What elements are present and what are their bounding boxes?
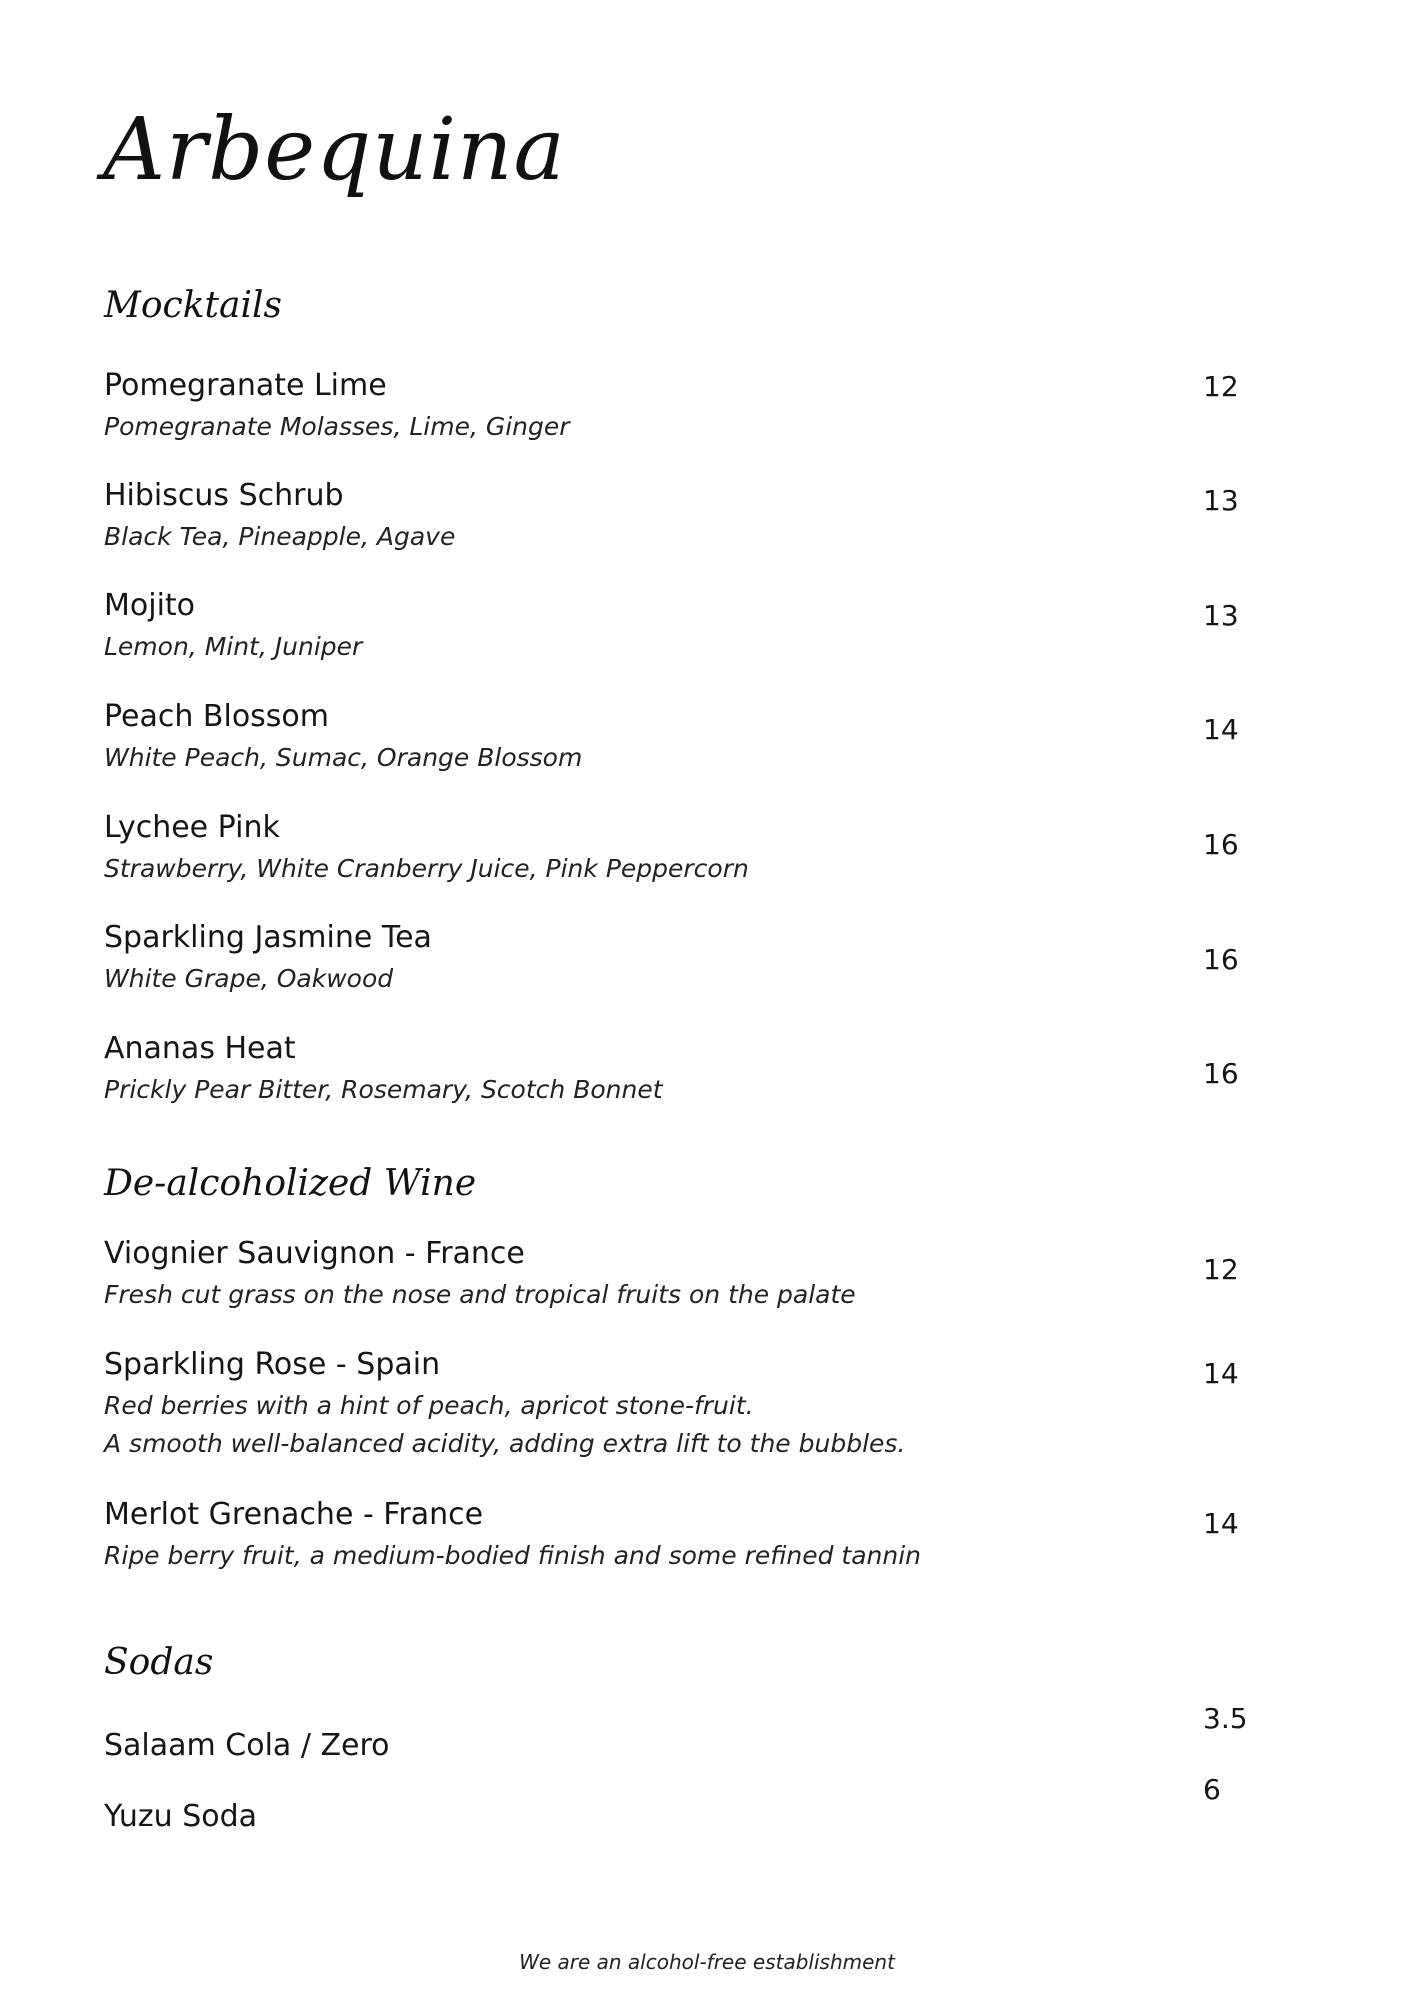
item-price: 14: [1203, 1507, 1239, 1540]
menu-item: [104, 1497, 1254, 1575]
item-price: 6: [1203, 1773, 1221, 1806]
item-description: A smooth well-balanced acidity, adding extra lift to the bubbles.: [104, 1429, 906, 1458]
menu-item: [104, 810, 1254, 888]
menu-item: [104, 588, 1254, 666]
item-price: 13: [1203, 599, 1239, 632]
item-description: Strawberry, White Cranberry Juice, Pink Peppercorn: [104, 854, 749, 883]
item-price: 13: [1203, 484, 1239, 517]
item-price: 16: [1203, 943, 1239, 976]
item-description: White Grape, Oakwood: [104, 964, 394, 993]
item-description: Red berries with a hint of peach, apricot stone-fruit.: [104, 1391, 754, 1420]
item-description: Ripe berry fruit, a medium-bodied finish and some refined tannin: [104, 1541, 922, 1570]
item-description: Black Tea, Pineapple, Agave: [104, 522, 456, 551]
menu-item: [104, 920, 1254, 998]
item-price: 3.5: [1203, 1702, 1248, 1735]
section-title-wine: De-alcoholized Wine: [104, 1163, 477, 1204]
item-name: Merlot Grenache - France: [104, 1497, 484, 1532]
item-description: Lemon, Mint, Juniper: [104, 632, 363, 661]
item-price: 14: [1203, 1357, 1239, 1390]
item-name: Lychee Pink: [104, 810, 280, 845]
footer-note: We are an alcohol-free establishment: [519, 1950, 895, 1974]
item-description: White Peach, Sumac, Orange Blossom: [104, 743, 583, 772]
menu-item: [104, 1728, 1254, 1764]
menu-item: [104, 478, 1254, 556]
item-price: 16: [1203, 828, 1239, 861]
item-name: Hibiscus Schrub: [104, 478, 344, 513]
item-name: Sparkling Rose - Spain: [104, 1347, 441, 1382]
item-description: Fresh cut grass on the nose and tropical fruits on the palate: [104, 1280, 856, 1309]
menu-item: [104, 1236, 1254, 1314]
menu-item: [104, 368, 1254, 446]
item-description: Pomegranate Molasses, Lime, Ginger: [104, 412, 570, 441]
item-name: Pomegranate Lime: [104, 368, 387, 403]
section-title-mocktails: Mocktails: [104, 285, 282, 326]
brand-logo: Arbequina: [103, 100, 566, 200]
section-title-sodas: Sodas: [104, 1642, 214, 1683]
menu-item: [104, 699, 1254, 777]
menu-item: [104, 1799, 1254, 1835]
item-description: Prickly Pear Bitter, Rosemary, Scotch Bonnet: [104, 1075, 663, 1104]
item-price: 12: [1203, 1253, 1239, 1286]
item-name: Viognier Sauvignon - France: [104, 1236, 525, 1271]
item-name: Peach Blossom: [104, 699, 330, 734]
item-name: Salaam Cola / Zero: [104, 1728, 390, 1763]
menu-item: [104, 1031, 1254, 1109]
item-name: Mojito: [104, 588, 196, 623]
item-price: 12: [1203, 370, 1239, 403]
menu-item: [104, 1347, 1254, 1463]
item-price: 14: [1203, 713, 1239, 746]
item-name: Yuzu Soda: [104, 1799, 258, 1834]
item-price: 16: [1203, 1057, 1239, 1090]
item-name: Ananas Heat: [104, 1031, 296, 1066]
item-name: Sparkling Jasmine Tea: [104, 920, 432, 955]
